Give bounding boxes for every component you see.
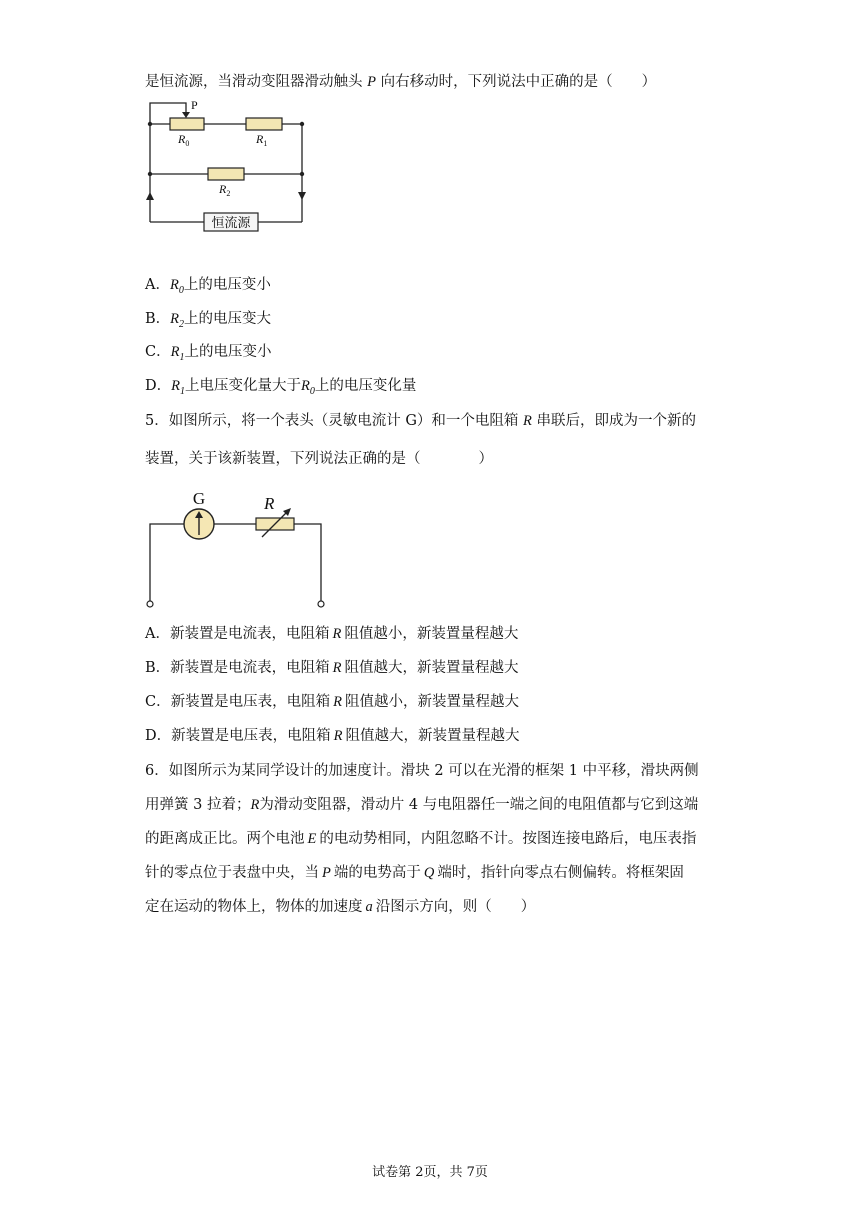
resistor-r1 <box>246 118 282 130</box>
current-down-arrow-icon <box>298 192 306 200</box>
terminal-left <box>147 601 153 607</box>
q6-stem-line5: 定在运动的物体上，物体的加速度 a 沿图示方向，则（ ） <box>145 899 536 915</box>
q5-stem-line2: 装置，关于该新装置，下列说法正确的是（ ） <box>145 451 493 467</box>
label-g: G <box>192 489 206 508</box>
q6-stem-line3: 的距离成正比。两个电池 E 的电动势相同，内阻忽略不计。按图连接电路后，电压表指 <box>145 831 697 847</box>
page-footer: 试卷第 2页，共 7页 <box>372 1165 488 1180</box>
q4-option-a[interactable]: A．$R_0$上的电压变小 <box>145 277 271 296</box>
q5-option-c[interactable]: C．新装置是电压表，电阻箱 R 阻值越小，新装置量程越大 <box>145 694 519 710</box>
label-p: P <box>191 98 198 112</box>
q6-stem-line2: 用弹簧 3 拉着；R为滑动变阻器，滑动片 4 与电阻器任一端之间的电阻值都与它到这端 <box>145 797 699 813</box>
label-r2: $R_2$ <box>219 182 231 198</box>
var-p: P <box>367 74 376 90</box>
q4-stem: 是恒流源，当滑动变阻器滑动触头 P 向右移动时，下列说法中正确的是（ ） <box>145 74 657 90</box>
q6-stem-line4: 针的零点位于表盘中央，当 P 端的电势高于 Q 端时，指针向零点右侧偏转。将框架固 <box>145 865 684 881</box>
q4-option-d[interactable]: D．$R_1$上电压变化量大于$R_0$上的电压变化量 <box>145 378 417 397</box>
slider-arrow-icon <box>182 112 190 118</box>
resistor-r0 <box>170 118 204 130</box>
label-r1: $R_1$ <box>256 132 268 148</box>
current-up-arrow-icon <box>146 192 154 200</box>
resistor-r2 <box>208 168 244 180</box>
q4-option-c[interactable]: C．$R_1$上的电压变小 <box>145 344 272 363</box>
q5-stem-line1: 5．如图所示，将一个表头（灵敏电流计 G）和一个电阻箱 R 串联后，即成为一个新的 <box>145 413 696 429</box>
label-r0: $R_0$ <box>178 132 190 148</box>
terminal-right <box>318 601 324 607</box>
q5-option-a[interactable]: A．新装置是电流表，电阻箱 R 阻值越小，新装置量程越大 <box>145 626 519 642</box>
q5-option-d[interactable]: D．新装置是电压表，电阻箱 R 阻值越大，新装置量程越大 <box>145 728 520 744</box>
q5-option-b[interactable]: B．新装置是电流表，电阻箱 R 阻值越大，新装置量程越大 <box>145 660 519 676</box>
source-label: 恒流源 <box>211 215 251 230</box>
q6-stem-line1: 6．如图所示为某同学设计的加速度计。滑块 2 可以在光滑的框架 1 中平移，滑块两侧 <box>145 763 699 779</box>
q4-option-b[interactable]: B．$R_2$上的电压变大 <box>145 311 272 330</box>
q4-circuit-diagram <box>140 97 315 237</box>
label-r: R <box>264 494 275 513</box>
q5-galvanometer-diagram <box>140 487 335 612</box>
